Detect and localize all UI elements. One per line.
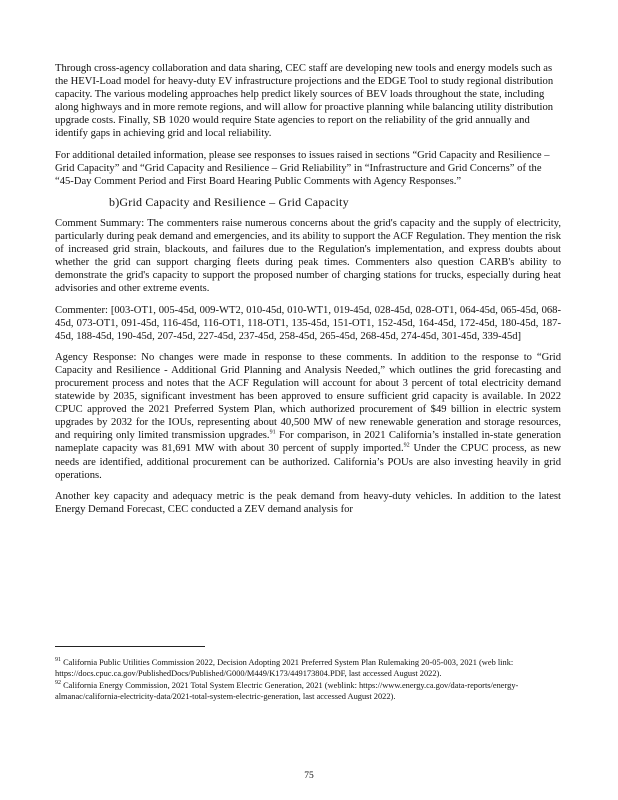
footnotes xyxy=(55,658,561,704)
agency-response-text-1: Agency Response: No changes were made in response to these comments. In addition to the response to “Grid Capacity and Resilience - Additional Grid Planning and Analysis Needed,” which outlines the grid forecasting and procurement process and notes that the ACF Regulation will account for about 3 percent of total electricity demand statewide by 2035, significant investment has been approved to ensure sufficient grid capacity is available. In 2022 CPUC approved the 2021 Preferred System Plan, which authorized procurement of $49 billion in electric system upgrades by 2032 for the IOUs, representing about 40,500 MW of new renewable generation and storage resources, and requiring only limited transmission upgrades. xyxy=(55,351,561,442)
agency-response-text-2: For comparison, in 2021 California’s installed in-state generation nameplate capacity was 81,691 MW with about 30 percent of supply imported. xyxy=(55,430,561,455)
document-body xyxy=(55,62,561,524)
agency-response-text-3: Under the CPUC process, as new needs are identified, additional procurement can be authorized. California’s POUs are also investing heavily in grid operations. xyxy=(55,443,561,481)
footnote-ref-91[interactable]: 91 xyxy=(269,429,276,436)
footnote-mark: 92 xyxy=(55,680,61,687)
footnote-ref-92[interactable]: 92 xyxy=(403,442,410,449)
commenter-list-paragraph: Commenter: [003-OT1, 005-45d, 009-WT2, 010-45d, 010-WT1, 019-45d, 028-45d, 028-OT1, 064-45d, 065-45d, 068-45d, 073-OT1, 091-45d, 116-45d, 116-OT1, 118-OT1, 135-45d, 151-OT1, 152-45d, 164-45d, 172-45d, 180-45d, 187-45d, 188-45d, 190-45d, 207-45d, 227-45d, 237-45d, 258-45d, 265-45d, 268-45d, 274-45d, 301-45d, 339-45d] xyxy=(55,304,561,342)
footnote-92 xyxy=(55,681,561,702)
footnote-91 xyxy=(55,658,561,679)
footnote-mark: 91 xyxy=(55,657,61,664)
section-heading: b)Grid Capacity and Resilience – Grid Capacity xyxy=(109,194,349,209)
footnote-text: California Public Utilities Commission 2022, Decision Adopting 2021 Preferred System Plan Rulemaking 20-05-003, 2021 (web link: https://docs.cpuc.ca.gov/PublishedDocs/Published/G000/M449/K173/449173804.PDF, last accessed August 2022). xyxy=(55,658,514,678)
intro-paragraph: Through cross-agency collaboration and data sharing, CEC staff are developing new tools and energy models such as the HEVI-Load model for heavy-duty EV infrastructure projections and the EDGE Tool to study regional distribution capacity. The various modeling approaches help predict likely sources of BEV loads throughout the state, including along highways and in more remote regions, and will allow for proactive planning while balancing utility distribution upgrade costs. Finally, SB 1020 would require State agencies to report on the reliability of the grid annually and identify gaps in achieving grid and local reliability. xyxy=(55,63,554,140)
closing-paragraph: Another key capacity and adequacy metric is the peak demand from heavy-duty vehicles. In addition to the latest Energy Demand Forecast, CEC conducted a ZEV demand analysis for xyxy=(55,490,561,515)
page-number: 75 xyxy=(304,771,314,781)
additional-info-paragraph: For additional detailed information, please see responses to issues raised in sections “Grid Capacity and Resilience – Grid Capacity” and “Grid Capacity and Resilience – Grid Reliability” in “Infrastructure and Grid Concerns” of the “45-Day Comment Period and First Board Hearing Public Comments with Agency Responses.” xyxy=(55,149,550,187)
footnote-divider xyxy=(55,646,205,647)
footnote-text: California Energy Commission, 2021 Total System Electric Generation, 2021 (weblink: https://www.energy.ca.gov/data-reports/energy-almanac/california-electricity-data/2021-total-system-electric-generation, last accessed August 2022). xyxy=(55,681,519,701)
agency-response-paragraph xyxy=(55,351,561,482)
comment-summary-paragraph: Comment Summary: The commenters raise numerous concerns about the grid's capacity and the supply of electricity, particularly during peak demand and emergencies, and its ability to support the ACF Regulation. They mention the risk of increased grid strain, blackouts, and failures due to the Regulation's implementation, and express doubts about whether the grid can support charging fleets during peak times. Commenters also question CARB's ability to demonstrate the grid's capacity to support the proposed number of charging stations for trucks, especially during heat advisories and other extreme events. xyxy=(55,217,561,295)
